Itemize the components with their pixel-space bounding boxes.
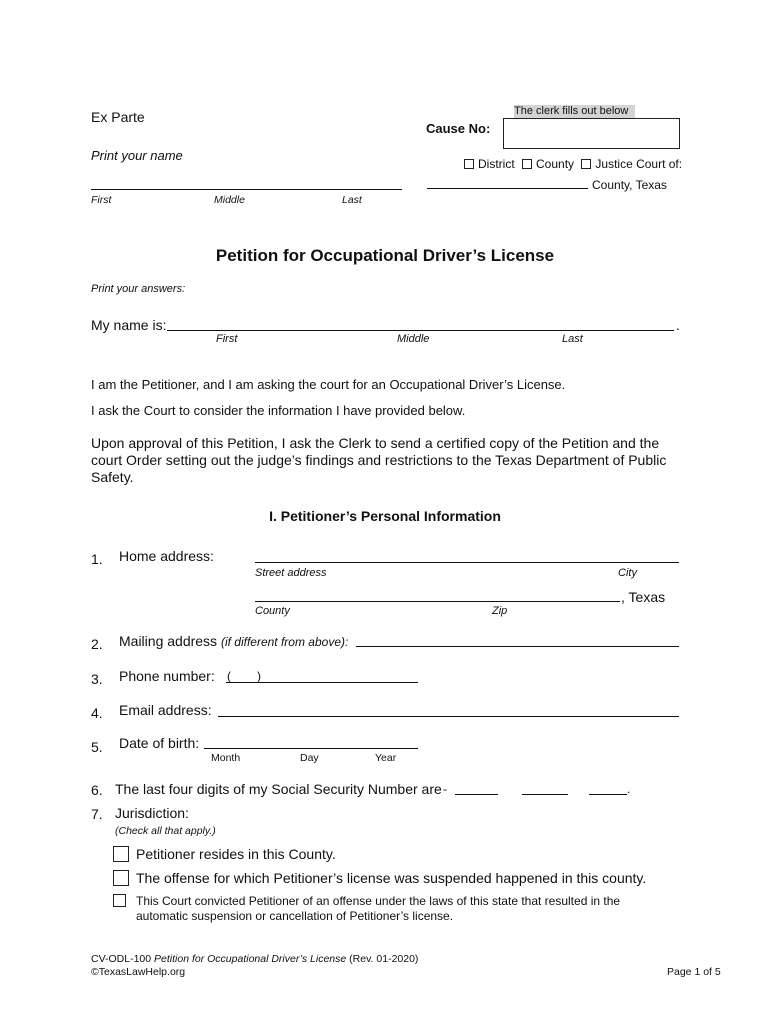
- my-name-period: .: [676, 317, 680, 333]
- mailing-address-text: Mailing address: [119, 633, 218, 649]
- my-name-label: My name is:: [91, 317, 167, 333]
- date-of-birth-line[interactable]: [204, 748, 418, 749]
- section-heading: I. Petitioner’s Personal Information: [269, 508, 501, 524]
- district-checkbox[interactable]: [464, 159, 474, 169]
- item-1-number: 1.: [91, 551, 103, 567]
- year-label: Year: [375, 752, 397, 764]
- phone-paren-open: (: [227, 669, 231, 683]
- month-label: Month: [211, 752, 241, 764]
- footer-form-info: [91, 953, 418, 965]
- street-address-label: Street address: [255, 567, 327, 579]
- cause-no-box[interactable]: [503, 118, 680, 149]
- print-answers-instruction: Print your answers:: [91, 283, 186, 295]
- middle-label: Middle: [214, 194, 245, 206]
- statement-approval-line1: Upon approval of this Petition, I ask the Clerk to send a certified copy of the Petition and the: [91, 435, 660, 451]
- page-title: Petition for Occupational Driver’s License: [215, 246, 555, 265]
- item-5-number: 5.: [91, 739, 103, 755]
- home-address-label: Home address:: [119, 548, 214, 564]
- statement-petitioner: I am the Petitioner, and I am asking the court for an Occupational Driver’s License.: [91, 377, 566, 392]
- item-3-number: 3.: [91, 671, 103, 687]
- resides-label: Petitioner resides in this County.: [136, 846, 336, 862]
- county-zip-line[interactable]: [255, 601, 620, 602]
- footer-form-title: Petition for Occupational Driver’s License: [154, 953, 347, 965]
- ssn-label: The last four digits of my Social Security Number are: [115, 781, 442, 797]
- resides-checkbox[interactable]: [113, 846, 129, 862]
- item-4-number: 4.: [91, 705, 103, 721]
- mailing-address-label: [119, 633, 348, 649]
- ssn-digit-line-1[interactable]: [455, 794, 498, 795]
- footer-form-id: CV-ODL-100: [91, 953, 152, 965]
- statement-consider: I ask the Court to consider the information I have provided below.: [91, 403, 466, 418]
- court-options: [464, 157, 682, 171]
- jurisdiction-label: Jurisdiction:: [115, 805, 189, 821]
- mailing-address-hint: (if different from above):: [220, 635, 349, 649]
- last-label: Last: [342, 194, 362, 206]
- offense-county-checkbox[interactable]: [113, 870, 129, 886]
- county-checkbox[interactable]: [522, 159, 532, 169]
- email-address-line[interactable]: [218, 716, 679, 717]
- convicted-label-line1: This Court convicted Petitioner of an offense under the laws of this state that resulted in the: [136, 894, 621, 908]
- email-address-label: Email address:: [119, 702, 212, 718]
- my-name-last-label: Last: [562, 333, 583, 345]
- petitioner-name-line[interactable]: [91, 189, 402, 190]
- date-of-birth-label: Date of birth:: [119, 735, 200, 751]
- footer-copyright: ©TexasLawHelp.org: [91, 966, 186, 978]
- district-label: District: [478, 157, 515, 171]
- first-label: First: [91, 194, 112, 206]
- convicted-label: [136, 894, 620, 924]
- print-name-instruction: Print your name: [91, 148, 183, 163]
- ssn-digit-line-3[interactable]: [589, 794, 627, 795]
- item-6-number: 6.: [91, 782, 103, 798]
- statement-approval-line2: court Order setting out the judge’s findings and restrictions to the Texas Department of Public: [91, 452, 667, 468]
- court-county-line[interactable]: [427, 188, 588, 189]
- ex-parte-label: Ex Parte: [91, 109, 145, 125]
- county-texas-label: County, Texas: [592, 178, 667, 192]
- county-label: County: [536, 157, 575, 171]
- city-label: City: [618, 567, 637, 579]
- ssn-digit-line-2[interactable]: [522, 794, 568, 795]
- texas-label: , Texas: [621, 589, 666, 605]
- day-label: Day: [300, 752, 319, 764]
- my-name-first-label: First: [216, 333, 238, 345]
- phone-number-label: Phone number:: [119, 668, 215, 684]
- phone-number-line[interactable]: [226, 682, 418, 683]
- footer-revision: (Rev. 01-2020): [349, 953, 419, 965]
- justice-court-checkbox[interactable]: [581, 159, 591, 169]
- mailing-address-line[interactable]: [356, 646, 679, 647]
- zip-label: Zip: [492, 605, 508, 617]
- ssn-period: .: [627, 782, 631, 796]
- my-name-middle-label: Middle: [397, 333, 430, 345]
- statement-approval-line3: Safety.: [91, 469, 134, 485]
- convicted-checkbox[interactable]: [113, 894, 126, 907]
- ssn-dash: -: [443, 782, 447, 796]
- justice-court-label: Justice Court of:: [595, 157, 683, 171]
- clerk-note: The clerk fills out below: [514, 105, 635, 118]
- offense-county-label: The offense for which Petitioner’s license was suspended happened in this county.: [136, 870, 647, 886]
- county-label: County: [255, 605, 290, 617]
- item-7-number: 7.: [91, 806, 103, 822]
- cause-no-label: Cause No:: [426, 121, 491, 136]
- jurisdiction-hint: (Check all that apply.): [115, 825, 216, 837]
- my-name-line[interactable]: [167, 330, 674, 331]
- street-city-line[interactable]: [255, 562, 679, 563]
- item-2-number: 2.: [91, 636, 103, 652]
- page-number: Page 1 of 5: [667, 966, 721, 978]
- statement-approval: [91, 435, 666, 486]
- convicted-label-line2: automatic suspension or cancellation of Petitioner’s license.: [136, 909, 454, 923]
- phone-paren-close: ): [257, 669, 261, 683]
